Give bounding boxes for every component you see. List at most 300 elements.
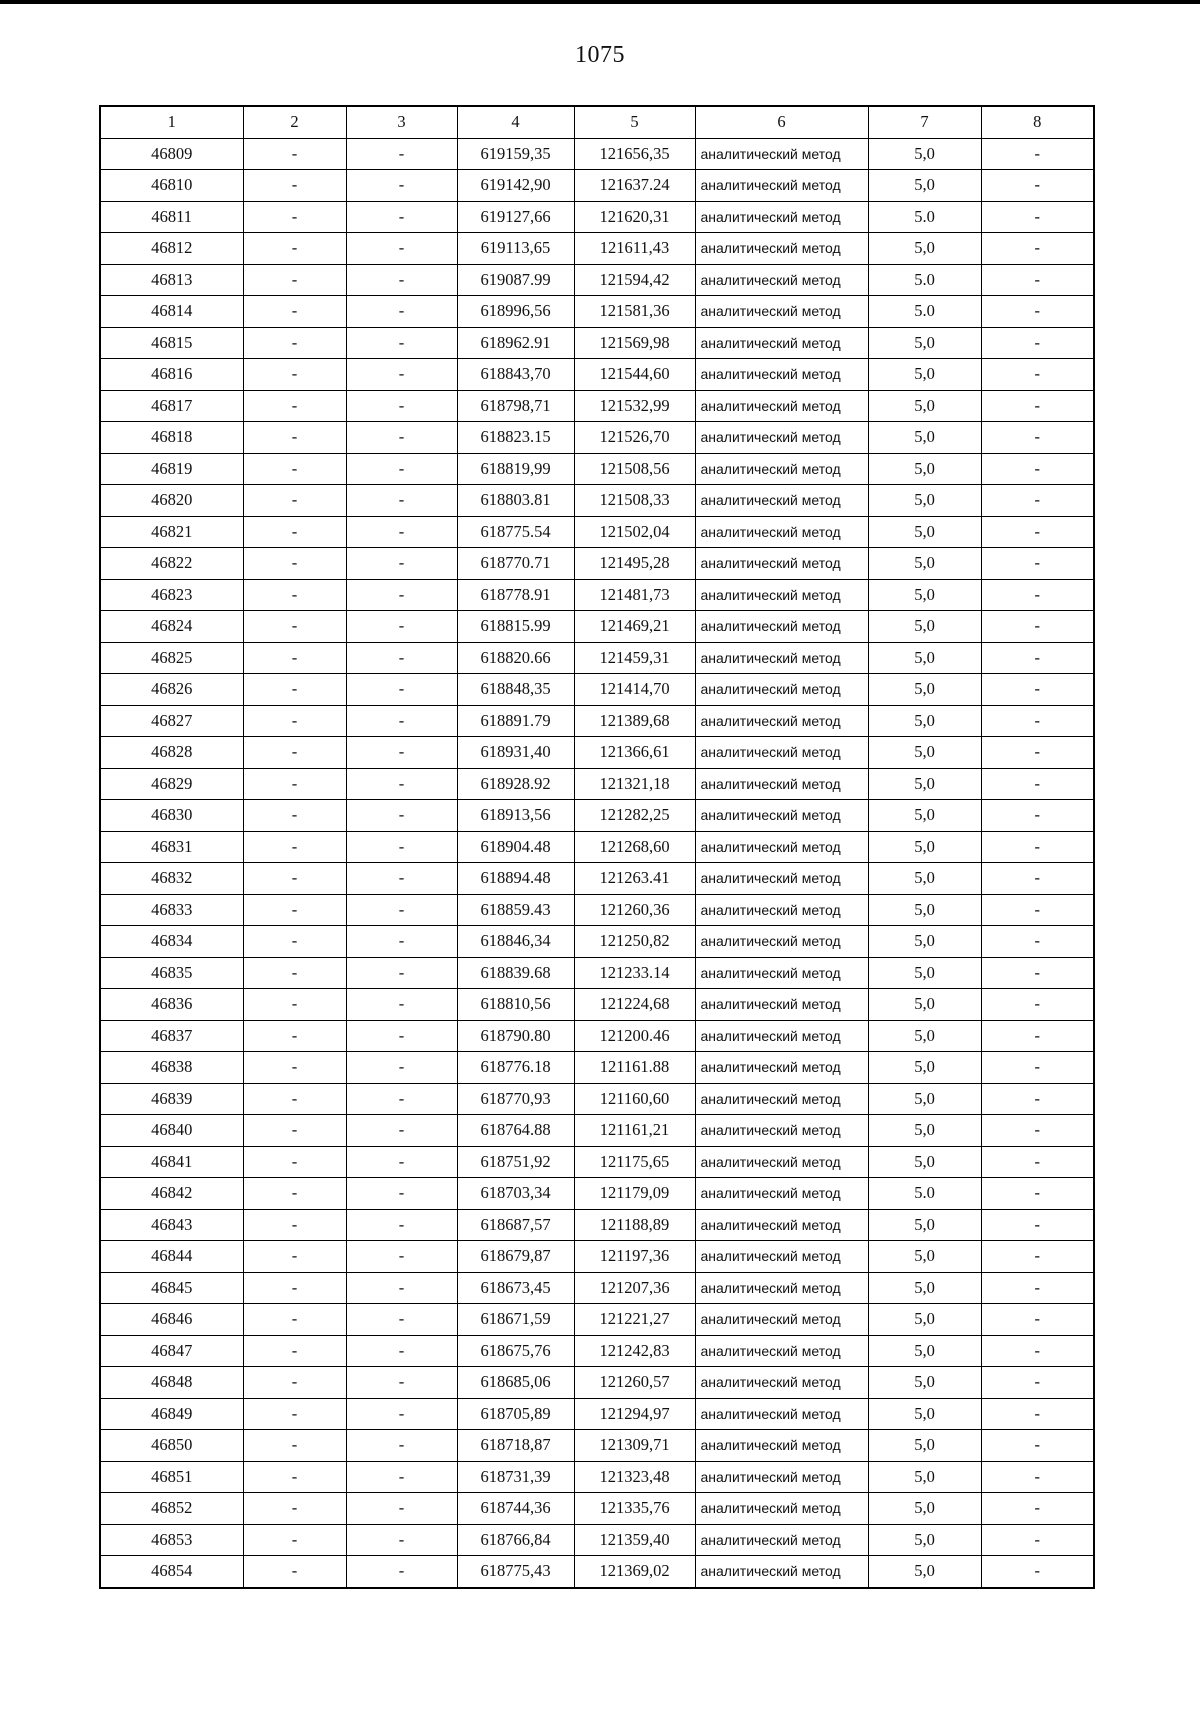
col3-cell: - xyxy=(346,894,457,926)
x-coordinate-cell: 618846,34 xyxy=(457,926,574,958)
x-coordinate-cell: 618928.92 xyxy=(457,768,574,800)
y-coordinate-cell: 121495,28 xyxy=(574,548,695,580)
x-coordinate-cell: 619087.99 xyxy=(457,264,574,296)
table-row xyxy=(100,1461,1094,1493)
col2-cell: - xyxy=(243,485,346,517)
x-coordinate-cell: 618718,87 xyxy=(457,1430,574,1462)
x-coordinate-cell: 618679,87 xyxy=(457,1241,574,1273)
x-coordinate-cell: 618931,40 xyxy=(457,737,574,769)
point-number-cell: 46833 xyxy=(100,894,243,926)
col2-cell: - xyxy=(243,611,346,643)
col2-cell: - xyxy=(243,1241,346,1273)
y-coordinate-cell: 121260,36 xyxy=(574,894,695,926)
method-cell: аналитический метод xyxy=(695,1367,868,1399)
col8-cell: - xyxy=(981,296,1094,328)
x-coordinate-cell: 618823.15 xyxy=(457,422,574,454)
point-number-cell: 46819 xyxy=(100,453,243,485)
col3-cell: - xyxy=(346,1209,457,1241)
y-coordinate-cell: 121359,40 xyxy=(574,1524,695,1556)
x-coordinate-cell: 618894.48 xyxy=(457,863,574,895)
x-coordinate-cell: 618764.88 xyxy=(457,1115,574,1147)
point-number-cell: 46834 xyxy=(100,926,243,958)
method-cell: аналитический метод xyxy=(695,1209,868,1241)
table-row xyxy=(100,831,1094,863)
point-number-cell: 46820 xyxy=(100,485,243,517)
col2-cell: - xyxy=(243,359,346,391)
point-number-cell: 46830 xyxy=(100,800,243,832)
method-cell: аналитический метод xyxy=(695,1178,868,1210)
x-coordinate-cell: 618904.48 xyxy=(457,831,574,863)
accuracy-cell: 5,0 xyxy=(868,926,981,958)
column-header: 4 xyxy=(457,106,574,138)
x-coordinate-cell: 618839.68 xyxy=(457,957,574,989)
col3-cell: - xyxy=(346,359,457,391)
point-number-cell: 46853 xyxy=(100,1524,243,1556)
y-coordinate-cell: 121197,36 xyxy=(574,1241,695,1273)
x-coordinate-cell: 618962.91 xyxy=(457,327,574,359)
table-row xyxy=(100,863,1094,895)
x-coordinate-cell: 618770.71 xyxy=(457,548,574,580)
col3-cell: - xyxy=(346,1398,457,1430)
point-number-cell: 46812 xyxy=(100,233,243,265)
col3-cell: - xyxy=(346,705,457,737)
table-row xyxy=(100,548,1094,580)
table-row xyxy=(100,579,1094,611)
accuracy-cell: 5,0 xyxy=(868,1052,981,1084)
point-number-cell: 46854 xyxy=(100,1556,243,1588)
accuracy-cell: 5,0 xyxy=(868,674,981,706)
y-coordinate-cell: 121161.88 xyxy=(574,1052,695,1084)
y-coordinate-cell: 121656,35 xyxy=(574,138,695,170)
col8-cell: - xyxy=(981,1461,1094,1493)
col8-cell: - xyxy=(981,201,1094,233)
method-cell: аналитический метод xyxy=(695,1020,868,1052)
col8-cell: - xyxy=(981,800,1094,832)
col3-cell: - xyxy=(346,1178,457,1210)
point-number-cell: 46824 xyxy=(100,611,243,643)
accuracy-cell: 5,0 xyxy=(868,327,981,359)
accuracy-cell: 5,0 xyxy=(868,1209,981,1241)
accuracy-cell: 5,0 xyxy=(868,1367,981,1399)
x-coordinate-cell: 618685,06 xyxy=(457,1367,574,1399)
x-coordinate-cell: 618859.43 xyxy=(457,894,574,926)
col3-cell: - xyxy=(346,1304,457,1336)
col8-cell: - xyxy=(981,611,1094,643)
point-number-cell: 46823 xyxy=(100,579,243,611)
point-number-cell: 46847 xyxy=(100,1335,243,1367)
x-coordinate-cell: 618790.80 xyxy=(457,1020,574,1052)
table-row xyxy=(100,1052,1094,1084)
col3-cell: - xyxy=(346,1493,457,1525)
col8-cell: - xyxy=(981,1398,1094,1430)
x-coordinate-cell: 618705,89 xyxy=(457,1398,574,1430)
table-row xyxy=(100,1493,1094,1525)
point-number-cell: 46838 xyxy=(100,1052,243,1084)
method-cell: аналитический метод xyxy=(695,1115,868,1147)
table-row xyxy=(100,1398,1094,1430)
table-row xyxy=(100,768,1094,800)
point-number-cell: 46809 xyxy=(100,138,243,170)
table-row xyxy=(100,359,1094,391)
column-header: 6 xyxy=(695,106,868,138)
table-row xyxy=(100,1146,1094,1178)
x-coordinate-cell: 618687,57 xyxy=(457,1209,574,1241)
column-header: 5 xyxy=(574,106,695,138)
col8-cell: - xyxy=(981,1052,1094,1084)
accuracy-cell: 5,0 xyxy=(868,611,981,643)
accuracy-cell: 5.0 xyxy=(868,296,981,328)
method-cell: аналитический метод xyxy=(695,170,868,202)
col2-cell: - xyxy=(243,1461,346,1493)
y-coordinate-cell: 121469,21 xyxy=(574,611,695,643)
col8-cell: - xyxy=(981,1367,1094,1399)
point-number-cell: 46810 xyxy=(100,170,243,202)
col8-cell: - xyxy=(981,1430,1094,1462)
point-number-cell: 46817 xyxy=(100,390,243,422)
table-row xyxy=(100,390,1094,422)
col3-cell: - xyxy=(346,201,457,233)
accuracy-cell: 5,0 xyxy=(868,1083,981,1115)
method-cell: аналитический метод xyxy=(695,831,868,863)
accuracy-cell: 5,0 xyxy=(868,768,981,800)
y-coordinate-cell: 121611,43 xyxy=(574,233,695,265)
method-cell: аналитический метод xyxy=(695,768,868,800)
col8-cell: - xyxy=(981,674,1094,706)
col3-cell: - xyxy=(346,233,457,265)
col8-cell: - xyxy=(981,705,1094,737)
col2-cell: - xyxy=(243,327,346,359)
table-row xyxy=(100,1083,1094,1115)
table-row xyxy=(100,1335,1094,1367)
method-cell: аналитический метод xyxy=(695,1146,868,1178)
y-coordinate-cell: 121161,21 xyxy=(574,1115,695,1147)
col8-cell: - xyxy=(981,989,1094,1021)
accuracy-cell: 5,0 xyxy=(868,485,981,517)
col2-cell: - xyxy=(243,422,346,454)
accuracy-cell: 5,0 xyxy=(868,894,981,926)
y-coordinate-cell: 121263.41 xyxy=(574,863,695,895)
x-coordinate-cell: 619159,35 xyxy=(457,138,574,170)
table-row xyxy=(100,138,1094,170)
y-coordinate-cell: 121414,70 xyxy=(574,674,695,706)
point-number-cell: 46832 xyxy=(100,863,243,895)
accuracy-cell: 5,0 xyxy=(868,359,981,391)
y-coordinate-cell: 121160,60 xyxy=(574,1083,695,1115)
accuracy-cell: 5,0 xyxy=(868,233,981,265)
col3-cell: - xyxy=(346,768,457,800)
table-row xyxy=(100,1524,1094,1556)
point-number-cell: 46850 xyxy=(100,1430,243,1462)
col2-cell: - xyxy=(243,453,346,485)
y-coordinate-cell: 121207,36 xyxy=(574,1272,695,1304)
col8-cell: - xyxy=(981,516,1094,548)
col3-cell: - xyxy=(346,831,457,863)
col2-cell: - xyxy=(243,548,346,580)
method-cell: аналитический метод xyxy=(695,800,868,832)
point-number-cell: 46844 xyxy=(100,1241,243,1273)
accuracy-cell: 5,0 xyxy=(868,800,981,832)
point-number-cell: 46836 xyxy=(100,989,243,1021)
accuracy-cell: 5,0 xyxy=(868,1524,981,1556)
x-coordinate-cell: 618751,92 xyxy=(457,1146,574,1178)
method-cell: аналитический метод xyxy=(695,737,868,769)
table-row xyxy=(100,800,1094,832)
y-coordinate-cell: 121389,68 xyxy=(574,705,695,737)
y-coordinate-cell: 121242,83 xyxy=(574,1335,695,1367)
method-cell: аналитический метод xyxy=(695,1461,868,1493)
col8-cell: - xyxy=(981,485,1094,517)
col8-cell: - xyxy=(981,1493,1094,1525)
accuracy-cell: 5,0 xyxy=(868,1146,981,1178)
col2-cell: - xyxy=(243,1209,346,1241)
col3-cell: - xyxy=(346,800,457,832)
y-coordinate-cell: 121250,82 xyxy=(574,926,695,958)
accuracy-cell: 5,0 xyxy=(868,863,981,895)
point-number-cell: 46849 xyxy=(100,1398,243,1430)
x-coordinate-cell: 618731,39 xyxy=(457,1461,574,1493)
y-coordinate-cell: 121459,31 xyxy=(574,642,695,674)
y-coordinate-cell: 121369,02 xyxy=(574,1556,695,1588)
table-header-row xyxy=(100,106,1094,138)
col8-cell: - xyxy=(981,1335,1094,1367)
method-cell: аналитический метод xyxy=(695,264,868,296)
col8-cell: - xyxy=(981,1115,1094,1147)
method-cell: аналитический метод xyxy=(695,611,868,643)
x-coordinate-cell: 618744,36 xyxy=(457,1493,574,1525)
col8-cell: - xyxy=(981,548,1094,580)
accuracy-cell: 5,0 xyxy=(868,548,981,580)
y-coordinate-cell: 121321,18 xyxy=(574,768,695,800)
col3-cell: - xyxy=(346,296,457,328)
x-coordinate-cell: 618778.91 xyxy=(457,579,574,611)
point-number-cell: 46813 xyxy=(100,264,243,296)
y-coordinate-cell: 121294,97 xyxy=(574,1398,695,1430)
col3-cell: - xyxy=(346,737,457,769)
col8-cell: - xyxy=(981,453,1094,485)
col2-cell: - xyxy=(243,1178,346,1210)
col2-cell: - xyxy=(243,233,346,265)
method-cell: аналитический метод xyxy=(695,296,868,328)
x-coordinate-cell: 618819,99 xyxy=(457,453,574,485)
scan-top-edge xyxy=(0,0,1200,4)
col2-cell: - xyxy=(243,1020,346,1052)
col3-cell: - xyxy=(346,422,457,454)
table-row xyxy=(100,453,1094,485)
point-number-cell: 46827 xyxy=(100,705,243,737)
col3-cell: - xyxy=(346,611,457,643)
y-coordinate-cell: 121309,71 xyxy=(574,1430,695,1462)
accuracy-cell: 5.0 xyxy=(868,1178,981,1210)
accuracy-cell: 5,0 xyxy=(868,957,981,989)
col3-cell: - xyxy=(346,264,457,296)
x-coordinate-cell: 619127,66 xyxy=(457,201,574,233)
table-row xyxy=(100,894,1094,926)
col3-cell: - xyxy=(346,1083,457,1115)
table-row xyxy=(100,1304,1094,1336)
accuracy-cell: 5,0 xyxy=(868,1020,981,1052)
method-cell: аналитический метод xyxy=(695,233,868,265)
y-coordinate-cell: 121366,61 xyxy=(574,737,695,769)
accuracy-cell: 5,0 xyxy=(868,1115,981,1147)
method-cell: аналитический метод xyxy=(695,863,868,895)
col2-cell: - xyxy=(243,264,346,296)
point-number-cell: 46851 xyxy=(100,1461,243,1493)
point-number-cell: 46829 xyxy=(100,768,243,800)
accuracy-cell: 5,0 xyxy=(868,579,981,611)
method-cell: аналитический метод xyxy=(695,1524,868,1556)
y-coordinate-cell: 121620,31 xyxy=(574,201,695,233)
point-number-cell: 46840 xyxy=(100,1115,243,1147)
y-coordinate-cell: 121526,70 xyxy=(574,422,695,454)
x-coordinate-cell: 618766,84 xyxy=(457,1524,574,1556)
col2-cell: - xyxy=(243,170,346,202)
point-number-cell: 46825 xyxy=(100,642,243,674)
y-coordinate-cell: 121175,65 xyxy=(574,1146,695,1178)
col3-cell: - xyxy=(346,1461,457,1493)
x-coordinate-cell: 618675,76 xyxy=(457,1335,574,1367)
col8-cell: - xyxy=(981,327,1094,359)
col8-cell: - xyxy=(981,642,1094,674)
col8-cell: - xyxy=(981,1020,1094,1052)
table-row xyxy=(100,233,1094,265)
accuracy-cell: 5.0 xyxy=(868,264,981,296)
table-row xyxy=(100,1367,1094,1399)
accuracy-cell: 5,0 xyxy=(868,1272,981,1304)
method-cell: аналитический метод xyxy=(695,1272,868,1304)
col3-cell: - xyxy=(346,485,457,517)
col2-cell: - xyxy=(243,1524,346,1556)
y-coordinate-cell: 121335,76 xyxy=(574,1493,695,1525)
col3-cell: - xyxy=(346,989,457,1021)
method-cell: аналитический метод xyxy=(695,390,868,422)
x-coordinate-cell: 618810,56 xyxy=(457,989,574,1021)
method-cell: аналитический метод xyxy=(695,674,868,706)
point-number-cell: 46837 xyxy=(100,1020,243,1052)
method-cell: аналитический метод xyxy=(695,1304,868,1336)
accuracy-cell: 5,0 xyxy=(868,390,981,422)
table-row xyxy=(100,327,1094,359)
accuracy-cell: 5,0 xyxy=(868,831,981,863)
col3-cell: - xyxy=(346,579,457,611)
method-cell: аналитический метод xyxy=(695,1083,868,1115)
method-cell: аналитический метод xyxy=(695,1556,868,1588)
y-coordinate-cell: 121233.14 xyxy=(574,957,695,989)
x-coordinate-cell: 618913,56 xyxy=(457,800,574,832)
y-coordinate-cell: 121188,89 xyxy=(574,1209,695,1241)
x-coordinate-cell: 618798,71 xyxy=(457,390,574,422)
col2-cell: - xyxy=(243,957,346,989)
point-number-cell: 46845 xyxy=(100,1272,243,1304)
y-coordinate-cell: 121260,57 xyxy=(574,1367,695,1399)
col3-cell: - xyxy=(346,1430,457,1462)
method-cell: аналитический метод xyxy=(695,1241,868,1273)
col8-cell: - xyxy=(981,1556,1094,1588)
y-coordinate-cell: 121502,04 xyxy=(574,516,695,548)
method-cell: аналитический метод xyxy=(695,894,868,926)
table-row xyxy=(100,989,1094,1021)
table-row xyxy=(100,642,1094,674)
col8-cell: - xyxy=(981,1146,1094,1178)
point-number-cell: 46815 xyxy=(100,327,243,359)
col3-cell: - xyxy=(346,1241,457,1273)
y-coordinate-cell: 121581,36 xyxy=(574,296,695,328)
table-row xyxy=(100,422,1094,454)
x-coordinate-cell: 618820.66 xyxy=(457,642,574,674)
col8-cell: - xyxy=(981,926,1094,958)
col3-cell: - xyxy=(346,1367,457,1399)
col2-cell: - xyxy=(243,926,346,958)
method-cell: аналитический метод xyxy=(695,1493,868,1525)
col2-cell: - xyxy=(243,989,346,1021)
col8-cell: - xyxy=(981,1083,1094,1115)
y-coordinate-cell: 121569,98 xyxy=(574,327,695,359)
x-coordinate-cell: 618703,34 xyxy=(457,1178,574,1210)
accuracy-cell: 5,0 xyxy=(868,1461,981,1493)
table-row xyxy=(100,485,1094,517)
col2-cell: - xyxy=(243,831,346,863)
x-coordinate-cell: 618815.99 xyxy=(457,611,574,643)
col2-cell: - xyxy=(243,1083,346,1115)
col3-cell: - xyxy=(346,1556,457,1588)
col8-cell: - xyxy=(981,359,1094,391)
x-coordinate-cell: 618996,56 xyxy=(457,296,574,328)
col3-cell: - xyxy=(346,1335,457,1367)
table-row xyxy=(100,1209,1094,1241)
col3-cell: - xyxy=(346,138,457,170)
col2-cell: - xyxy=(243,1556,346,1588)
method-cell: аналитический метод xyxy=(695,1398,868,1430)
column-header: 1 xyxy=(100,106,243,138)
table-row xyxy=(100,1178,1094,1210)
col2-cell: - xyxy=(243,1398,346,1430)
col2-cell: - xyxy=(243,1272,346,1304)
y-coordinate-cell: 121200.46 xyxy=(574,1020,695,1052)
accuracy-cell: 5,0 xyxy=(868,422,981,454)
table-row xyxy=(100,170,1094,202)
table-row xyxy=(100,201,1094,233)
y-coordinate-cell: 121221,27 xyxy=(574,1304,695,1336)
accuracy-cell: 5,0 xyxy=(868,705,981,737)
col2-cell: - xyxy=(243,1335,346,1367)
accuracy-cell: 5,0 xyxy=(868,170,981,202)
col3-cell: - xyxy=(346,926,457,958)
column-header: 2 xyxy=(243,106,346,138)
point-number-cell: 46828 xyxy=(100,737,243,769)
accuracy-cell: 5,0 xyxy=(868,1493,981,1525)
coordinates-table xyxy=(99,105,1095,1589)
col2-cell: - xyxy=(243,201,346,233)
col3-cell: - xyxy=(346,1115,457,1147)
col3-cell: - xyxy=(346,1020,457,1052)
method-cell: аналитический метод xyxy=(695,516,868,548)
accuracy-cell: 5,0 xyxy=(868,1241,981,1273)
table-row xyxy=(100,957,1094,989)
table-row xyxy=(100,1556,1094,1588)
method-cell: аналитический метод xyxy=(695,201,868,233)
col2-cell: - xyxy=(243,1493,346,1525)
y-coordinate-cell: 121323,48 xyxy=(574,1461,695,1493)
accuracy-cell: 5,0 xyxy=(868,1335,981,1367)
col2-cell: - xyxy=(243,768,346,800)
table-row xyxy=(100,296,1094,328)
y-coordinate-cell: 121224,68 xyxy=(574,989,695,1021)
method-cell: аналитический метод xyxy=(695,642,868,674)
table-row xyxy=(100,1115,1094,1147)
table-row xyxy=(100,264,1094,296)
method-cell: аналитический метод xyxy=(695,579,868,611)
column-header: 7 xyxy=(868,106,981,138)
accuracy-cell: 5,0 xyxy=(868,989,981,1021)
